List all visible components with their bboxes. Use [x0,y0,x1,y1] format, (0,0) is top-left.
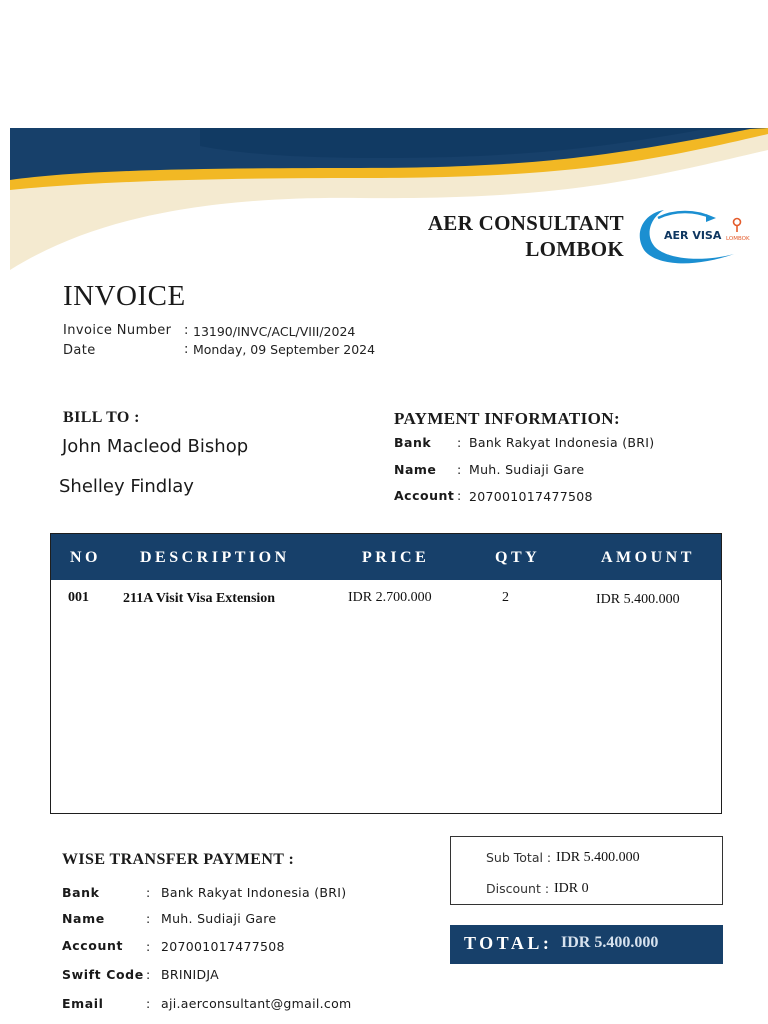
wise-email-label: Email [62,996,104,1011]
wise-name-colon: : [146,911,151,926]
wise-email-value: aji.aerconsultant@gmail.com [161,996,352,1011]
header-amount: AMOUNT [601,549,695,566]
wise-bank-colon: : [146,885,151,900]
row-1-no: 001 [68,590,89,605]
discount-value: IDR 0 [554,881,589,896]
payment-name-label: Name [394,462,437,477]
wise-bank-label: Bank [62,885,100,900]
location-pin-icon [734,219,741,233]
header-no: NO [70,549,101,566]
wise-bank-value: Bank Rakyat Indonesia (BRI) [161,885,347,900]
subtotal-label: Sub Total : [486,850,552,865]
discount-label: Discount : [486,881,550,896]
payment-account-value: 207001017477508 [469,489,593,504]
svg-text:AER VISA: AER VISA [664,229,722,242]
payment-info-heading: PAYMENT INFORMATION: [394,409,621,428]
invoice-number-label: Invoice Number [63,323,172,338]
header-price: PRICE [362,549,430,566]
header-description: DESCRIPTION [140,549,290,566]
payment-bank-value: Bank Rakyat Indonesia (BRI) [469,435,655,450]
company-name-line2: LOMBOK [525,237,624,261]
aer-visa-logo [634,204,754,268]
wise-heading: WISE TRANSFER PAYMENT : [62,851,295,868]
header-qty: QTY [495,549,541,566]
wise-email-colon: : [146,996,151,1011]
bill-to-heading: BILL TO : [63,409,140,426]
invoice-number-colon: : [184,323,189,338]
bill-to-name-1: John Macleod Bishop [62,436,249,457]
row-1-description: 211A Visit Visa Extension [123,591,276,606]
invoice-date-value: Monday, 09 September 2024 [193,342,376,357]
wise-name-value: Muh. Sudiaji Gare [161,911,277,926]
payment-bank-label: Bank [394,435,432,450]
payment-name-value: Muh. Sudiaji Gare [469,462,585,477]
invoice-date-colon: : [184,342,189,357]
wise-account-value: 207001017477508 [161,939,285,954]
invoice-number-value: 13190/INVC/ACL/VIII/2024 [193,324,356,339]
payment-name-colon: : [457,462,462,477]
wise-swift-label: Swift Code [62,967,144,982]
row-1-qty: 2 [502,590,509,605]
bill-to-name-2: Shelley Findlay [59,476,194,497]
wise-swift-value: BRINIDJA [161,967,220,982]
row-1-price: IDR 2.700.000 [348,590,432,605]
row-1-amount: IDR 5.400.000 [596,592,680,607]
wise-swift-colon: : [146,967,151,982]
subtotal-value: IDR 5.400.000 [556,850,640,865]
payment-account-colon: : [457,488,462,503]
payment-bank-colon: : [457,435,462,450]
invoice-date-label: Date [63,343,96,358]
total-value: IDR 5.400.000 [561,934,659,951]
invoice-title: INVOICE [63,280,186,312]
wise-account-colon: : [146,939,151,954]
company-name-line1: AER CONSULTANT [427,211,624,235]
payment-account-label: Account [394,488,455,503]
total-label: TOTAL: [464,933,553,953]
svg-text:LOMBOK: LOMBOK [726,236,750,242]
wise-account-label: Account [62,938,124,953]
wise-name-label: Name [62,911,105,926]
